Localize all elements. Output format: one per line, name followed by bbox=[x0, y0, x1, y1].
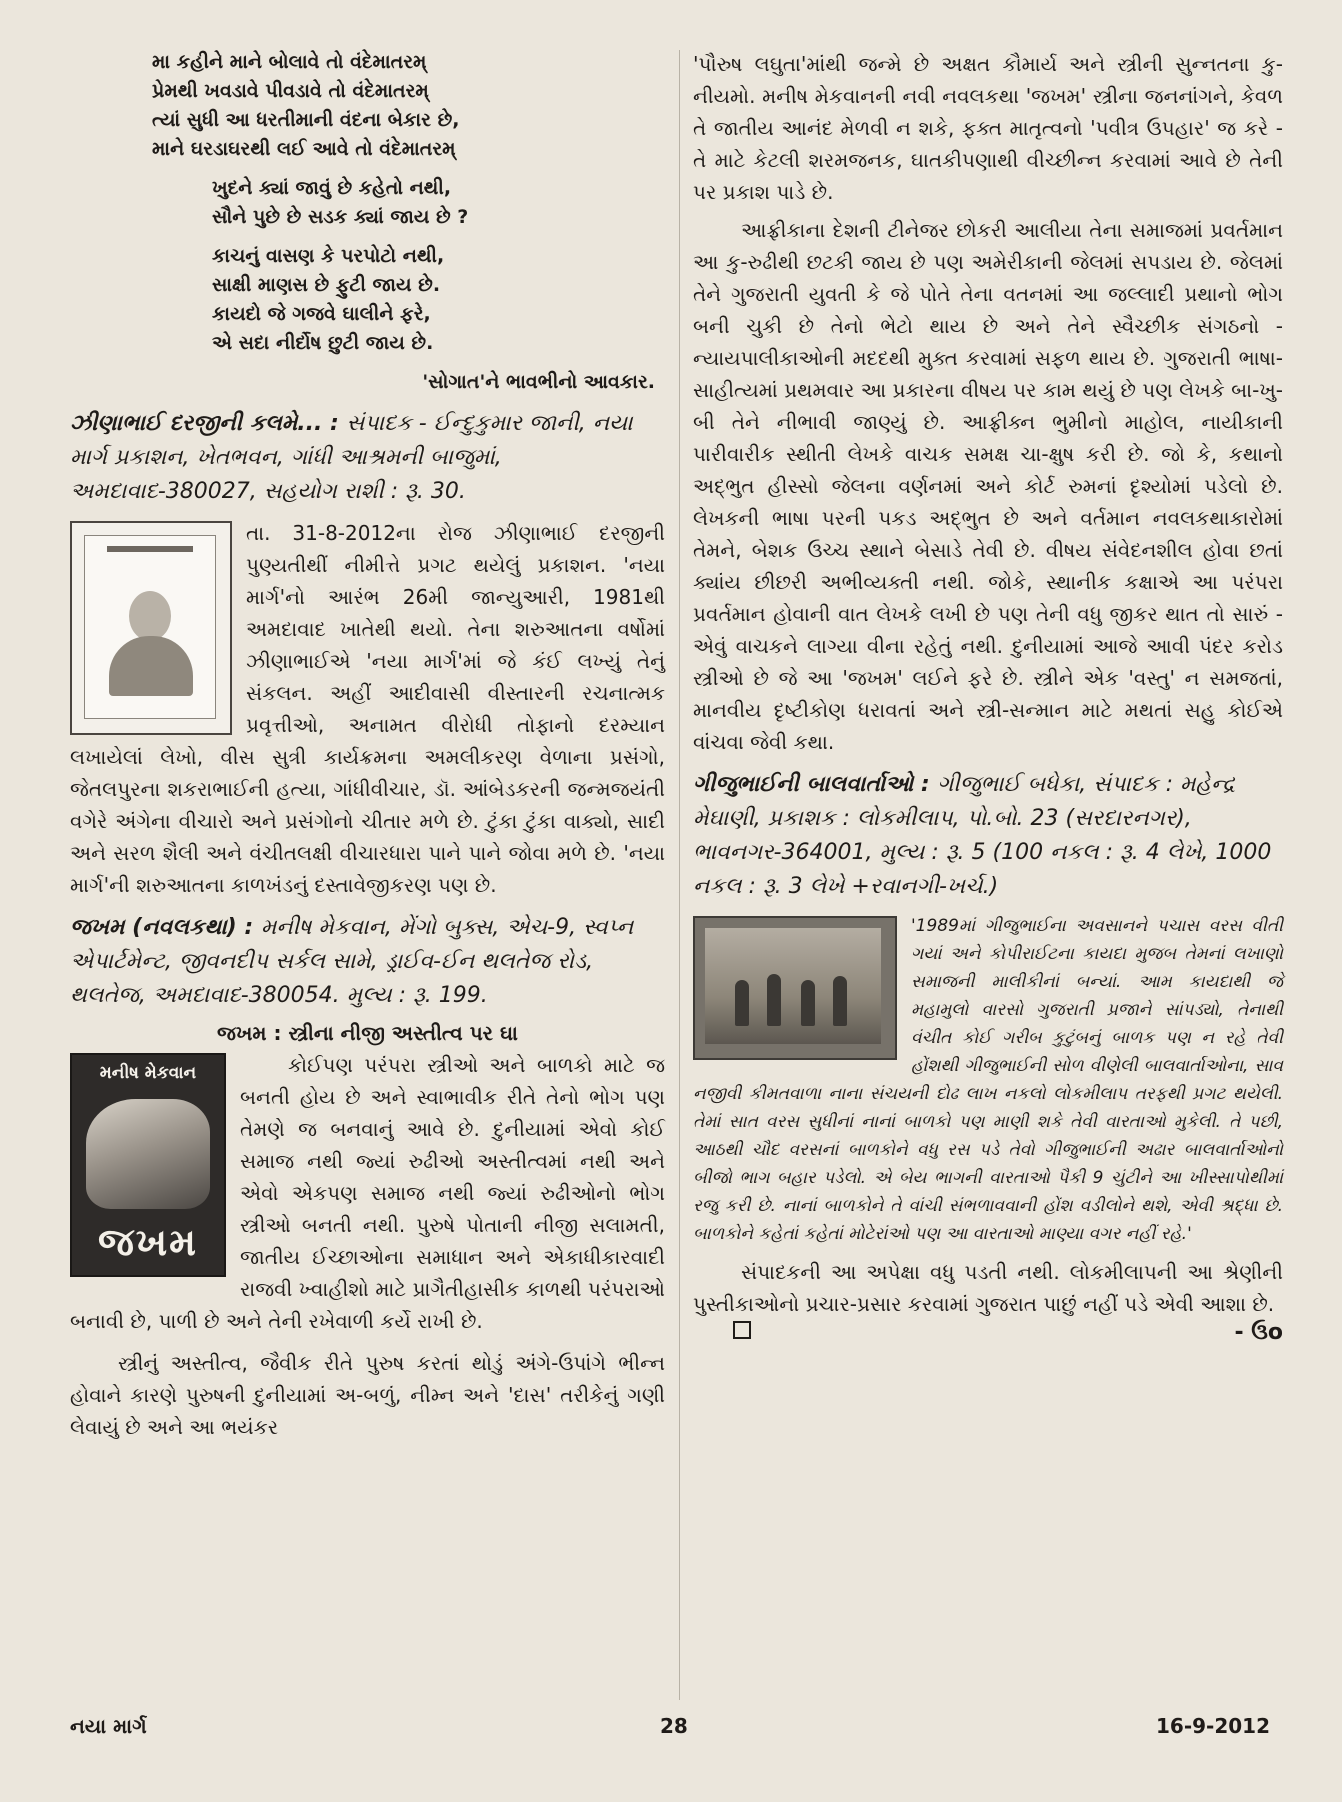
left-column bbox=[70, 48, 665, 1443]
poem-line: ત્યાં સુધી આ ધરતીમાની વંદના બેકાર છે, bbox=[152, 109, 460, 131]
review1-text: તા. 31-8-2012ના રોજ ઝીણાભાઈ દરજીની પુણ્યતીથીં નીમીત્તે પ્રગટ થયેલું પ્રકાશન. 'નયા માર્ગ'નો આરંભ 26મી જાન્યુઆરી, 1981થી અમદાવાદ ખાતેથી થયો. તેના શરુઆતના વર્ષોમાં ઝીણાભાઈએ 'નયા માર્ગ'માં જે કંઈ લખ્યું તેનું સંકલન. અહીં આદીવાસી વીસ્તારની રચનાત્મક પ્રવૃત્તીઓ, અનામત વીરોધી તોફાનો દરમ્યાન લખાયેલાં લેખો, વીસ સુત્રી કાર્યક્રમના અમલીકરણ વેળાના પ્રસંગો, જેતલપુરના શકરાભાઈની હત્યા, ગાંધીવીચાર, ડૉ. આંબેડકરની જન્મજયંતી વગેરે અંગેના વીચારો અને પ્રસંગોનો ચીતાર મળે છે. ટુંકા ટુંકા વાક્યો, સાદી અને સરળ શૈલી અને વંચીતલક્ષી વીચારધારા પાને પાને જોવા મળે છે. 'નયા માર્ગ'ની શરુઆતના કાળખંડનું દસ્તાવેજીકરણ પણ છે. bbox=[70, 521, 665, 897]
novel-cover-title: જખમ bbox=[97, 1220, 198, 1264]
review2-heading: જખમ : સ્ત્રીના નીજી અસ્તીત્વ પર ઘા bbox=[217, 1021, 518, 1045]
poem-line: કાચનું વાસણ કે પરપોટો નથી, bbox=[212, 245, 445, 267]
poem-stanza-2 bbox=[212, 174, 665, 232]
poem-line: માને ઘરડાઘરથી લઈ આવે તો વંદેમાતરમ્ bbox=[152, 138, 456, 160]
footer-date: 16-9-2012 bbox=[1155, 1714, 1270, 1738]
poem-stanza-1 bbox=[152, 48, 665, 164]
review2-details: મનીષ મેકવાન, મેંગો બુક્સ, એચ-9, સ્વપ્ન એપાર્ટમેન્ટ, જીવનદીપ સર્કલ સામે, ડ્રાઈવ-ઈન થલતેજ રોડ, થલતેજ, અમદાવાદ-380054. મુલ્ય : રૂ. 199. bbox=[70, 915, 634, 1008]
book-cover-image bbox=[70, 521, 232, 735]
review1-details: સંપાદક - ઈન્દુકુમાર જાની, નયા માર્ગ પ્રકાશન, ખેતભવન, ગાંધી આશ્રમની બાજુમાં, અમદાવાદ-380027, સહયોગ રાશી : રૂ. 30. bbox=[70, 411, 633, 504]
review2-paragraph-2: સ્ત્રીનું અસ્તીત્વ, જૈવીક રીતે પુરુષ કરતાં થોડું અંગે-ઉપાંગે ભીન્ન હોવાને કારણે પુરુષની દુનીયામાં અ-બળું, નીમ્ન અને 'દાસ' તરીકેનું ગણી લેવાયું છે અને આ ભયંકર bbox=[70, 1351, 665, 1439]
children-book-image bbox=[693, 916, 897, 1060]
review2-paragraph-3: 'પૌરુષ લઘુતા'માંથી જન્મે છે અક્ષત કૌમાર્ય અને સ્ત્રીની સુન્નતના કુ-નીયમો. મનીષ મેકવાનની નવી નવલકથા 'જખમ' સ્ત્રીના જનનાંગને, કેવળ તે જાતીય આનંદ મેળવી ન શકે, ફક્ત માતૃત્વનો 'પવીત્ર ઉપહાર' જ કરે - તે માટે કેટલી શરમજનક, ઘાતકીપણાથી વીચ્છીન્ન કરવામાં આવે છે તેની પર પ્રકાશ પાડે છે. bbox=[693, 52, 1283, 204]
novel-cover-image bbox=[70, 1053, 226, 1277]
review2-paragraph-1: કોઈપણ પરંપરા સ્ત્રીઓ અને બાળકો માટે જ બનતી હોય છે અને સ્વાભાવીક રીતે તેનો ભોગ પણ તેમણે જ બનવાનું આવે છે. દુનીયામાં એવો કોઈ સમાજ નથી જ્યાં રુઢીઓ અસ્તીત્વમાં નથી અને એવો એકપણ સમાજ નથી જ્યાં રુઢીઓનો ભોગ સ્ત્રીઓ બનતી નથી. પુરુષે પોતાની નીજી સલામતી, જાતીય ઈચ્છાઓના સમાધાન અને એકાધીકારવાદી રાજવી ખ્વાહીશો માટે પ્રાગૈતીહાસીક કાળથી પરંપરાઓ બનાવી છે, પાળી છે અને તેની રખેવાળી કર્યે રાખી છે. bbox=[70, 1053, 665, 1333]
novel-cover-author: મનીષ મેકવાન bbox=[99, 1063, 197, 1083]
poem-credit: 'સોગાત'ને ભાવભીનો આવકાર. bbox=[422, 371, 655, 393]
poem-line: મા કહીને માને બોલાવે તો વંદેમાતરમ્ bbox=[152, 51, 427, 73]
poem-stanza-3 bbox=[212, 242, 665, 358]
review3-title: ગીજુભાઈની બાલવાર્તાઓ : bbox=[693, 772, 930, 797]
signature-row bbox=[693, 1320, 1283, 1345]
poem-line: કાયદો જે ગજવે ઘાલીને ફરે, bbox=[212, 303, 431, 325]
signature: - ઉo bbox=[1234, 1320, 1283, 1345]
poem-line: સાક્ષી માણસ છે ફુટી જાય છે. bbox=[212, 274, 441, 296]
review2-reference bbox=[70, 911, 665, 1013]
poem-line: પ્રેમથી ખવડાવે પીવડાવે તો વંદેમાતરમ્ bbox=[152, 80, 429, 102]
review1-reference bbox=[70, 407, 665, 509]
poem bbox=[152, 48, 665, 397]
review3-quote: '1989માં ગીજુભાઈના અવસાનને પચાસ વરસ વીતી ગયાં અને કોપીરાઈટના કાયદા મુજબ તેમનાં લખાણો સમાજની માલીકીનાં બન્યાં. આમ કાયદાથી જે મહામુલો વારસો ગુજરાતી પ્રજાને સાંપડ્યો, તેનાથી વંચીત કોઈ ગરીબ કુટુંબનું બાળક પણ ન રહે તેવી હોંશથી ગીજુભાઈની સોળ વીણેલી બાલવાર્તાઓના, સાવ નજીવી કીમતવાળા નાના સંચયની દોઢ લાખ નકલો લોકમીલાપ તરફથી પ્રગટ થયેલી. તેમાં સાત વરસ સુધીનાં નાનાં બાળકો પણ માણી શકે તેવી વારતાઓ મુકેલી. તે પછી, આઠથી ચૌદ વરસનાં બાળકોને વધુ રસ પડે તેવો ગીજુભાઈની અઢાર બાલવાર્તાઓનો બીજો ભાગ બહાર પડેલો. એ બેય ભાગની વારતાઓ પૈકી 9 ચુંટીને આ ખીસ્સાપોથીમાં રજુ કરી છે. નાનાં બાળકોને તે વાંચી સંભળાવવાની હોંશ વડીલોને થશે, એવી શ્રદ્ધા છે. બાળકોને કહેતાં કહેતાં મોટેરાંઓ પણ આ વારતાઓ માણ્યા વગર નહીં રહે.' bbox=[693, 916, 1283, 1244]
footer-magazine-name: નયા માર્ગ bbox=[70, 1714, 147, 1738]
review3-reference bbox=[693, 768, 1283, 904]
footer-page-number: 28 bbox=[660, 1714, 688, 1738]
review1-title: ઝીણાભાઈ દરજીની કલમે... : bbox=[70, 411, 339, 436]
end-mark-icon bbox=[733, 1321, 751, 1339]
review2-title: જખમ (નવલકથા) : bbox=[70, 915, 254, 940]
poem-line: સૌને પુછે છે સડક ક્યાં જાય છે ? bbox=[212, 206, 469, 228]
review3-closing: સંપાદકની આ અપેક્ષા વધુ પડતી નથી. લોકમીલાપની આ શ્રેણીની પુસ્તીકાઓનો પ્રચાર-પ્રસાર કરવામાં ગુજરાત પાછું નહીં પડે એવી આશા છે. bbox=[693, 1260, 1283, 1316]
poem-line: ખુદને ક્યાં જાવું છે કહેતો નથી, bbox=[212, 177, 452, 199]
column-divider bbox=[679, 50, 680, 1700]
review2-paragraph-4: આફ્રીકાના દેશની ટીનેજર છોકરી આલીયા તેના સમાજમાં પ્રવર્તમાન આ કુ-રુઢીથી છટકી જાય છે પણ અમેરીકાની જેલમાં સપડાય છે. જેલમાં તેને ગુજરાતી યુવતી કે જે પોતે તેના વતનમાં આ જલ્લાદી પ્રથાનો ભોગ બની ચુકી છે તેનો ભેટો થાય છે અને તેને સ્વૈચ્છીક સંગઠનો - ન્યાયપાલીકાઓની મદદથી મુક્ત કરવામાં સફળ થાય છે. ગુજરાતી ભાષા- સાહીત્યમાં પ્રથમવાર આ પ્રકારના વીષય પર કામ થયું છે પણ લેખકે બા-ખુ-બી તેને નીભાવી જાણ્યું છે. આફ્રીક્ન ભુમીનો માહોલ, નાયીકાની પારીવારીક સ્થીતી લેખકે વાચક સમક્ષ ચા-ક્ષુષ કરી છે. જો કે, કથાનો અદ્ભુત હીસ્સો જેલના વર્ણનમાં અને કોર્ટ રુમનાં દૃશ્યોમાં પડેલો છે. લેખકની ભાષા પરની પકડ અદ્ભુત છે અને વર્તમાન નવલકથાકારોમાં તેમને, બેશક ઉચ્ચ સ્થાને બેસાડે તેવી છે. વીષય સંવેદનશીલ હોવા છતાં ક્યાંય છીછરી અભીવ્યક્તી નથી. જોકે, સ્થાનીક કક્ષાએ આ પરંપરા પ્રવર્તમાન હોવાની વાત લેખકે લખી છે પણ તેની વધુ જીકર થાત તો સારું - એવું વાચકને લાગ્યા વીના રહેતું નથી. દુનીયામાં આજે આવી પંદર કરોડ સ્ત્રીઓ છે જે આ 'જખમ' લઈને ફરે છે. સ્ત્રીને એક 'વસ્તુ' ન સમજતાં, માનવીય દૃષ્ટીકોણ ધરાવતાં અને સ્ત્રી-સન્માન માટે મથતાં સહુ કોઈએ વાંચવા જેવી કથા. bbox=[693, 218, 1283, 754]
poem-line: એ સદા નીર્દોષ છુટી જાય છે. bbox=[212, 332, 434, 354]
right-column bbox=[693, 48, 1283, 1345]
review3-details: ગીજુભાઈ બધેકા, સંપાદક : મહેન્દ્ર મેઘાણી, પ્રકાશક : લોકમીલાપ, પો.બો. 23 (સરદારનગર), ભાવનગર-364001, મુલ્ય : રૂ. 5 (100 નકલ : રૂ. 4 લેખે, 1000 નકલ : રૂ. 3 લેખે +રવાનગી-ખર્ચ.) bbox=[693, 772, 1272, 899]
